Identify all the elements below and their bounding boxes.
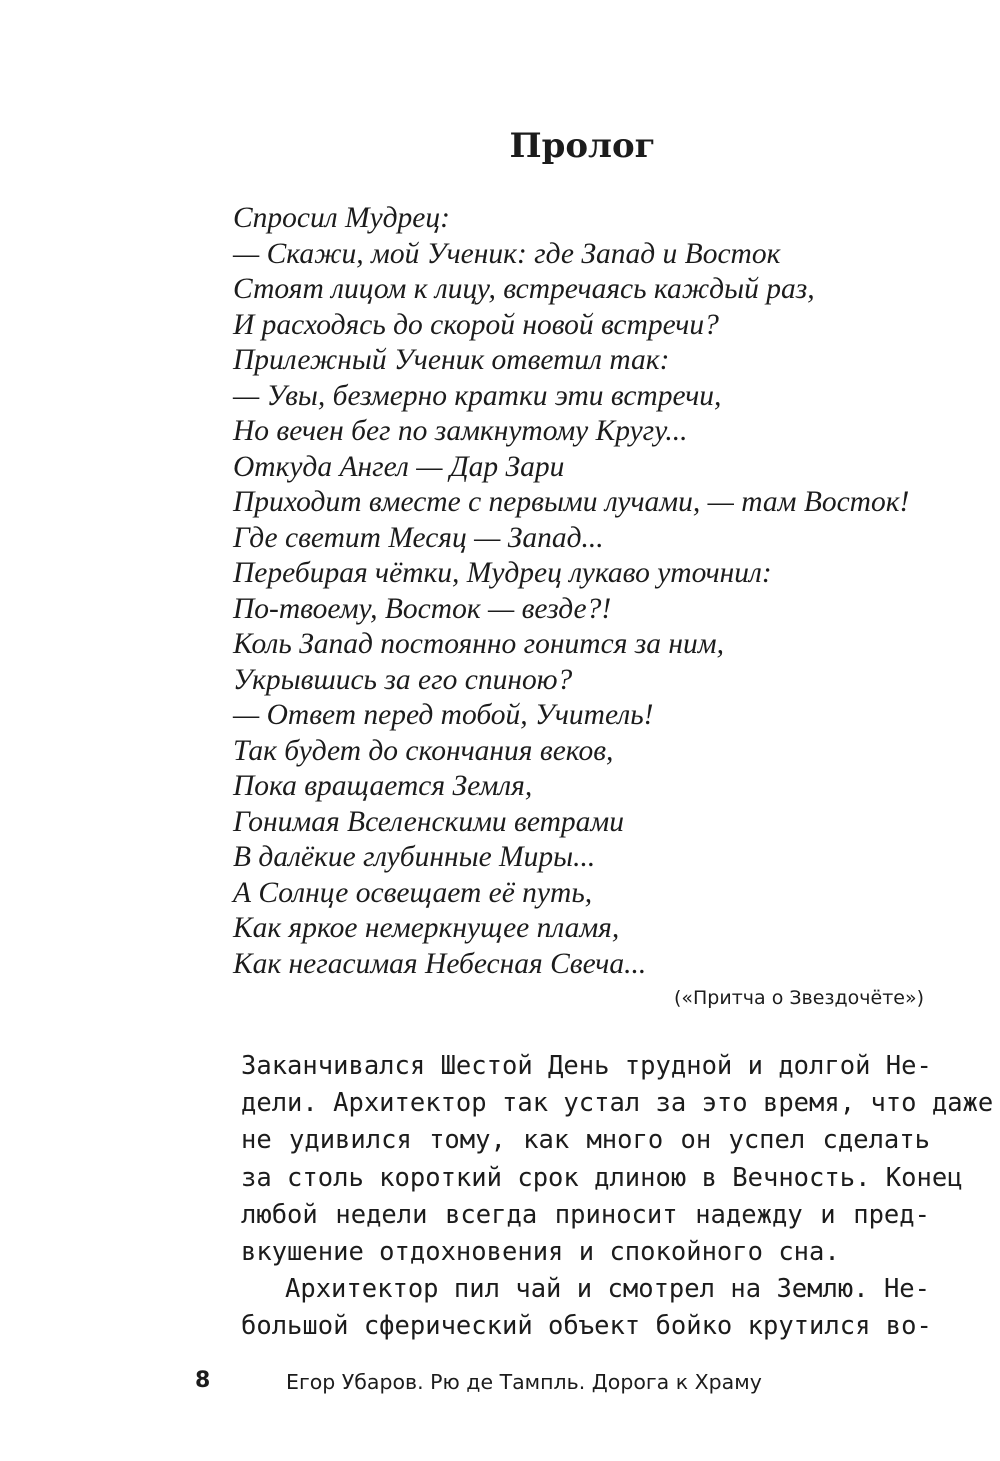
poem-line: Укрывшись за его спиною?: [233, 663, 573, 696]
poem-line: Откуда Ангел — Дар Зари: [233, 450, 565, 483]
poem-line: — Увы, безмерно кратки эти встречи,: [233, 379, 722, 412]
poem-line: Пока вращается Земля,: [233, 770, 533, 802]
chapter-title: Пролог: [509, 126, 656, 166]
poem-line: Гонимая Вселенскими ветрами: [233, 805, 624, 838]
epigraph-poem: [233, 201, 953, 982]
poem-line: И расходясь до скорой новой встречи?: [233, 308, 719, 341]
poem-line: Как негасимая Небесная Свеча...: [233, 947, 647, 980]
poem-line: Так будет до скончания веков,: [233, 734, 614, 767]
poem-line: Перебирая чётки, Мудрец лукаво уточнил:: [233, 557, 772, 589]
poem-line: Где светит Месяц — Запад...: [233, 521, 604, 554]
poem-line: По-твоему, Восток — везде?!: [233, 592, 612, 625]
poem-line: — Скажи, мой Ученик: где Запад и Восток: [233, 237, 781, 270]
body-text-line: дели. Архитектор так устал за это время, что даже: [241, 1088, 994, 1119]
poem-line: — Ответ перед тобой, Учитель!: [233, 699, 654, 731]
poem-line: Приходит вместе с первыми лучами, — там Восток!: [233, 486, 910, 518]
body-text-line: любой недели всегда приносит надежду и пред-: [241, 1199, 930, 1230]
poem-line: Спросил Мудрец:: [233, 202, 450, 234]
poem-line: Прилежный Ученик ответил так:: [233, 344, 670, 376]
poem-line: В далёкие глубинные Миры...: [233, 841, 596, 873]
body-text-line: вкушение отдохновения и спокойного сна.: [241, 1236, 840, 1267]
poem-line: Стоят лицом к лицу, встречаясь каждый раз,: [233, 273, 815, 305]
body-text-line: не удивился тому, как много он успел сделать: [241, 1125, 930, 1156]
poem-line: А Солнце освещает её путь,: [233, 876, 593, 909]
page-number: 8: [195, 1368, 211, 1393]
poem-line: Но вечен бег по замкнутому Кругу...: [233, 415, 688, 447]
body-text-line: Заканчивался Шестой День трудной и долгой Не-: [241, 1051, 932, 1081]
body-text-line: большой сферический объект бойко крутился во-: [241, 1311, 932, 1342]
body-text-line: Архитектор пил чай и смотрел на Землю. Не-: [285, 1274, 930, 1305]
poem-line: Коль Запад постоянно гонится за ним,: [233, 628, 725, 660]
body-text-line: за столь короткий срок длиною в Вечность. Конец: [241, 1162, 963, 1193]
epigraph-attribution: («Притча о Звездочёте»): [673, 987, 924, 1009]
running-title: Егор Убаров. Рю де Тампль. Дорога к Храму: [286, 1370, 762, 1394]
poem-line: Как яркое немеркнущее пламя,: [233, 912, 620, 944]
body-text: [241, 1048, 994, 1346]
